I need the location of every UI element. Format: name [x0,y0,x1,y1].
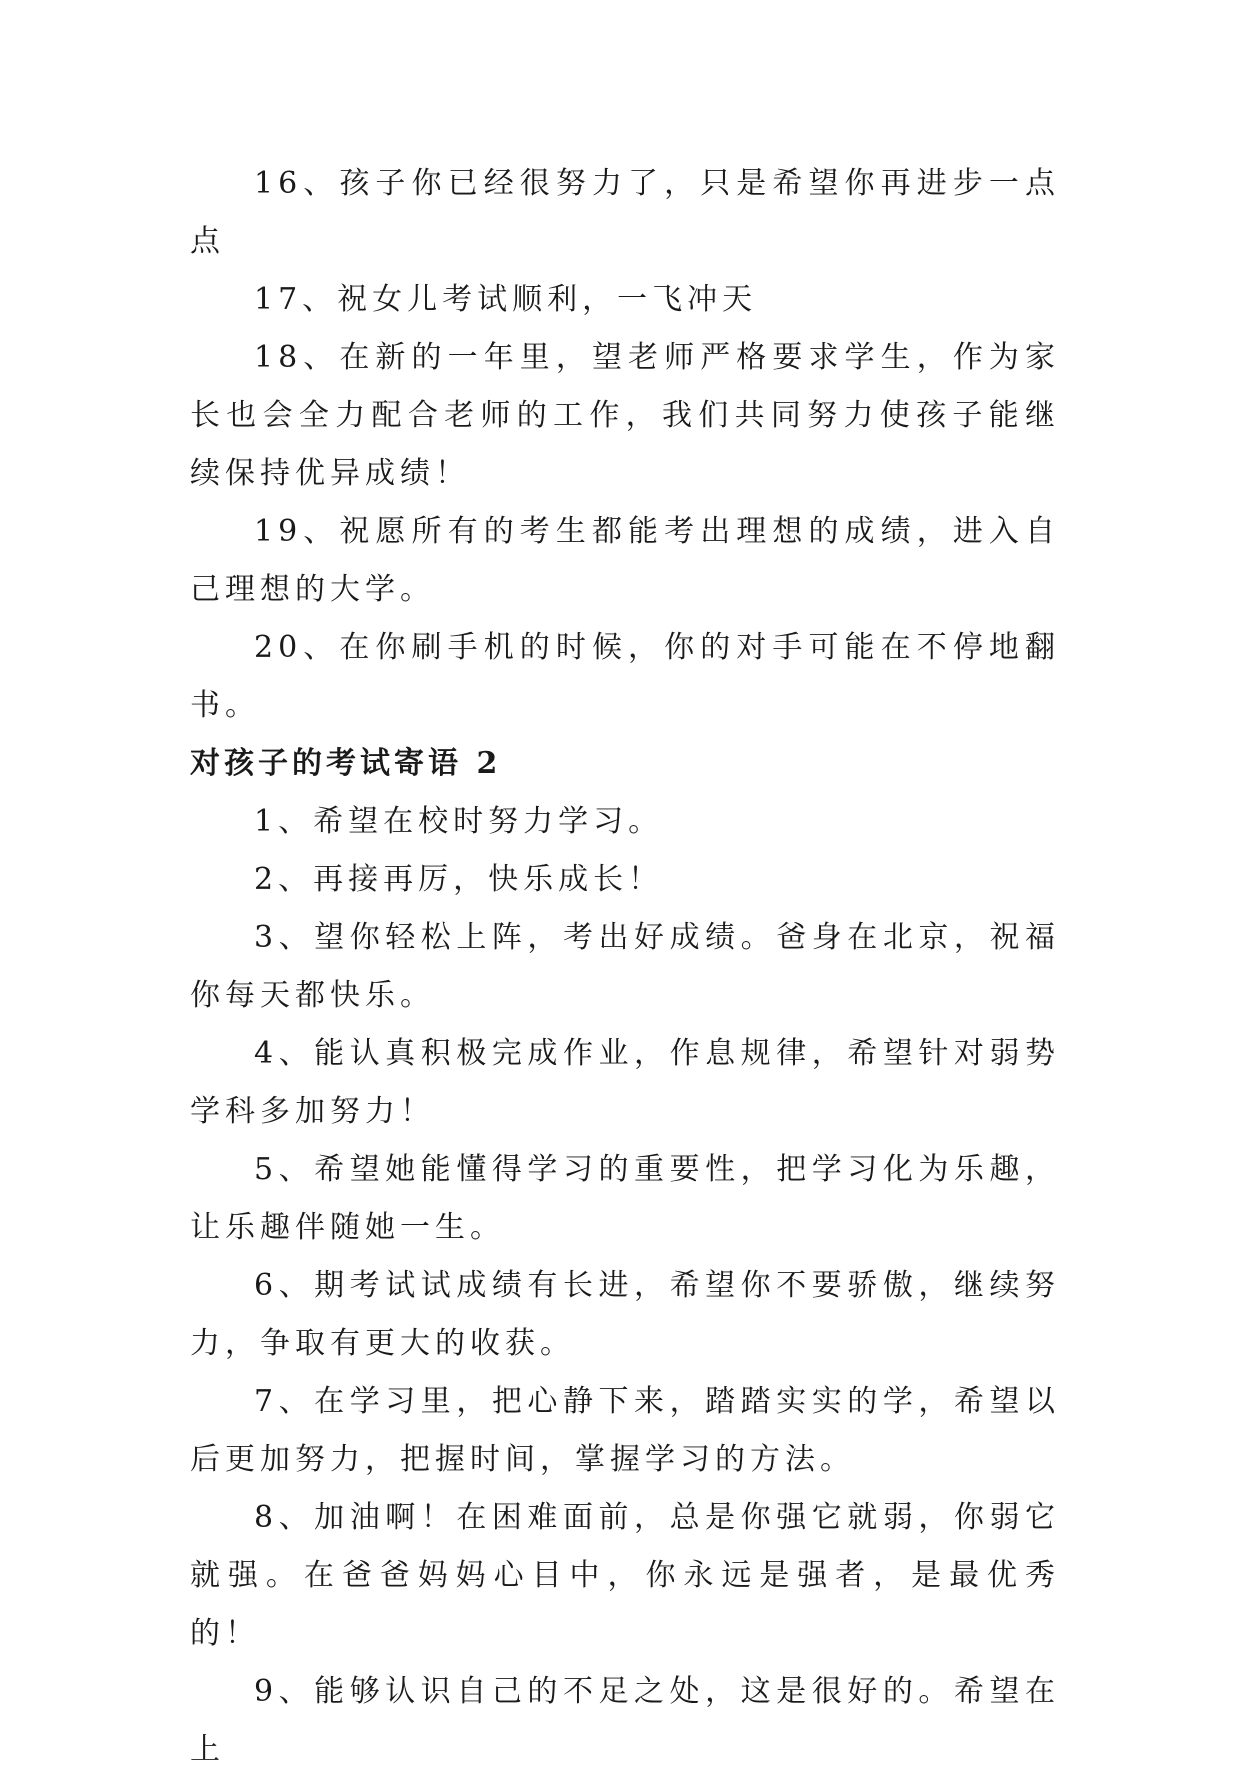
paragraph-18: 18、在新的一年里，望老师严格要求学生，作为家长也会全力配合老师的工作，我们共同努力使孩子能继续保持优异成绩！ [190,340,1060,491]
paragraph-4: 4、能认真积极完成作业，作息规律，希望针对弱势学科多加努力！ [190,1036,1060,1129]
paragraph-17: 17、祝女儿考试顺利，一飞冲天 [254,282,758,317]
paragraph-3: 3、望你轻松上阵，考出好成绩。爸身在北京，祝福你每天都快乐。 [190,920,1060,1013]
paragraph-20: 20、在你刷手机的时候，你的对手可能在不停地翻书。 [190,630,1060,723]
document-body [190,155,1060,1779]
paragraph-8: 8、加油啊！在困难面前，总是你强它就弱，你弱它就强。在爸爸妈妈心目中，你永远是强者，是最优秀的！ [190,1500,1060,1651]
paragraph-19: 19、祝愿所有的考生都能考出理想的成绩，进入自己理想的大学。 [190,514,1060,607]
paragraph-1: 1、希望在校时努力学习。 [254,804,664,839]
paragraph-7: 7、在学习里，把心静下来，踏踏实实的学，希望以后更加努力，把握时间，掌握学习的方法。 [190,1384,1060,1477]
paragraph-2: 2、再接再厉，快乐成长！ [254,862,664,897]
section-title: 对孩子的考试寄语 2 [190,746,502,781]
paragraph-6: 6、期考试试成绩有长进，希望你不要骄傲，继续努力，争取有更大的收获。 [190,1268,1060,1361]
paragraph-5: 5、希望她能懂得学习的重要性，把学习化为乐趣，让乐趣伴随她一生。 [190,1152,1060,1245]
paragraph-9: 9、能够认识自己的不足之处，这是很好的。希望在上 [190,1674,1060,1767]
paragraph-16: 16、孩子你已经很努力了，只是希望你再进步一点点 [190,166,1060,259]
